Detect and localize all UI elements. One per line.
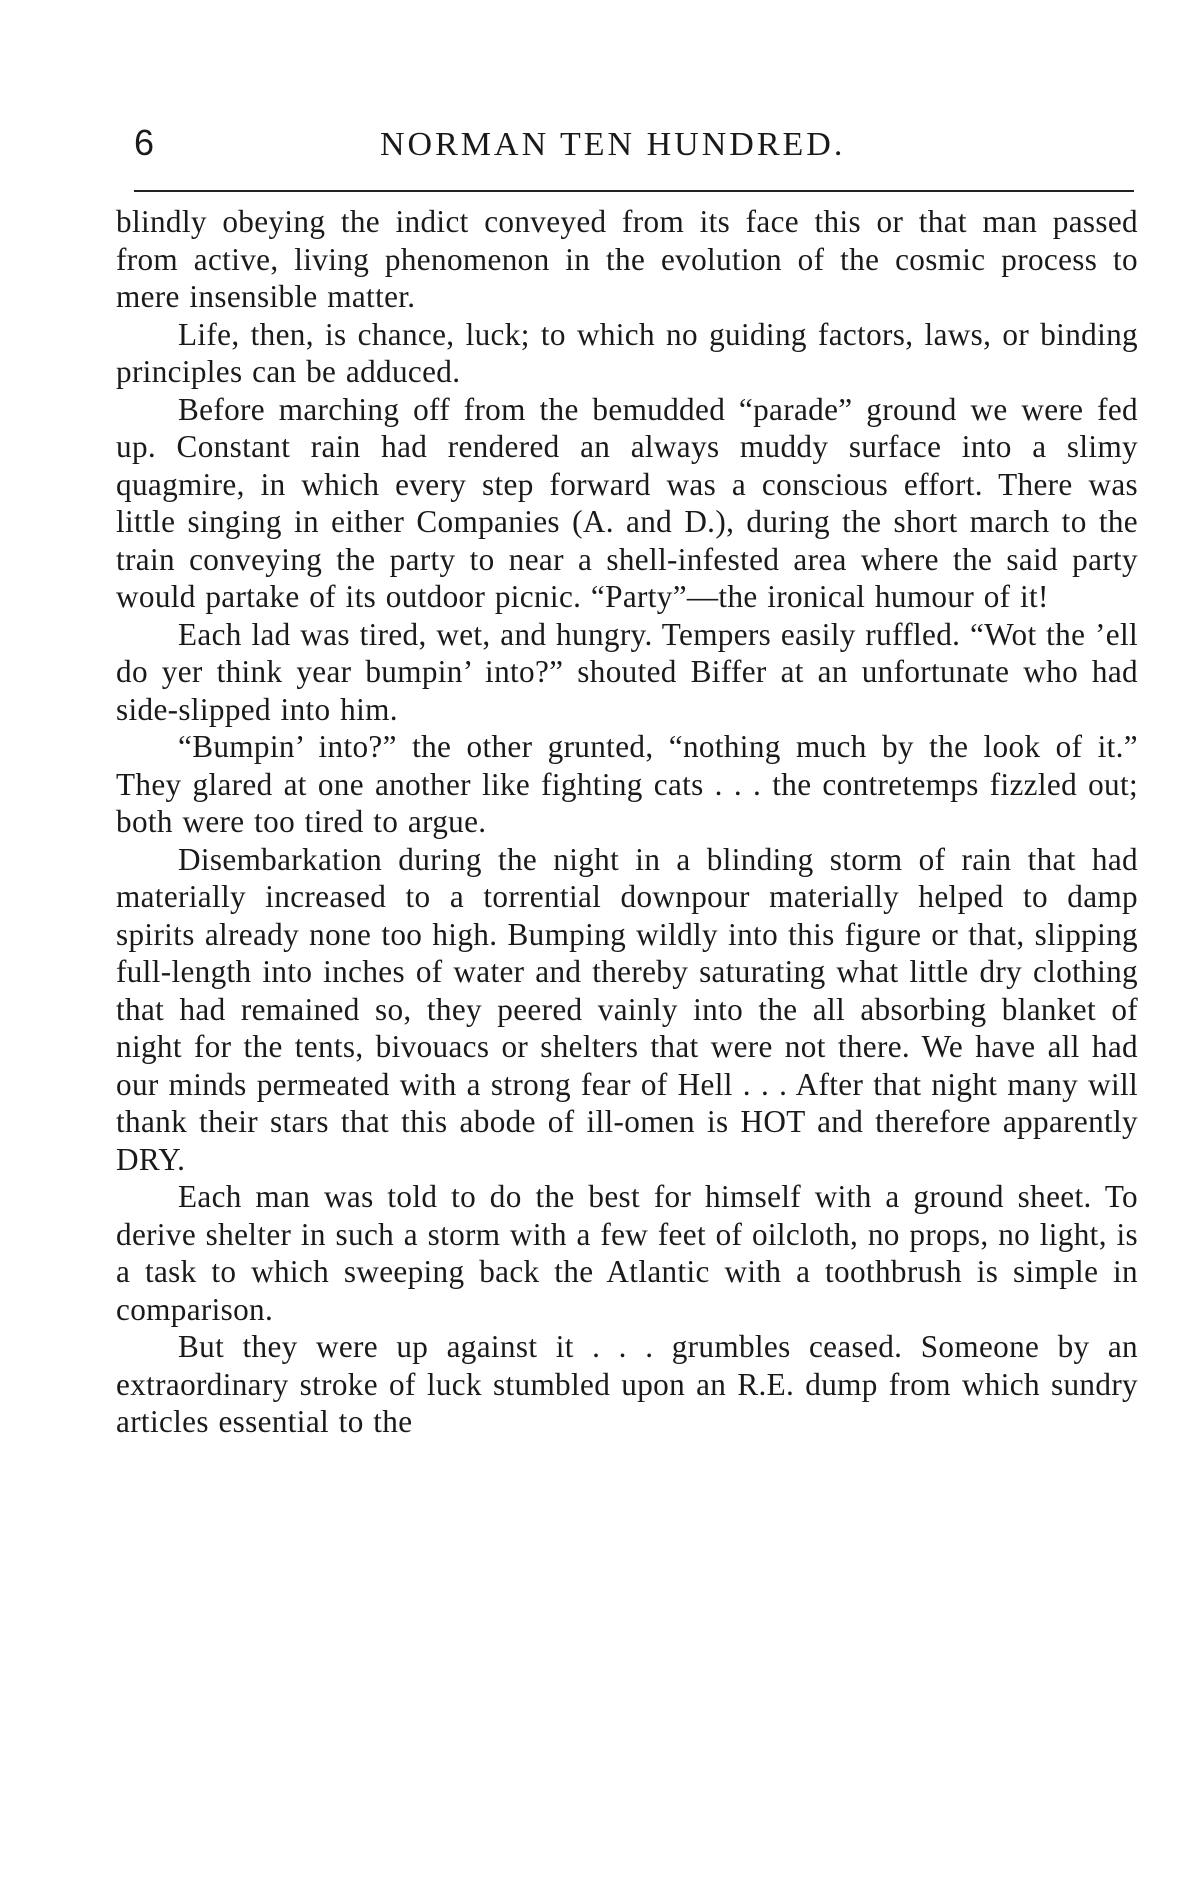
page-header [134,112,1134,172]
paragraph: Before marching off from the bemudded “parade” ground we were fed up. Constant rain had rendered an always muddy surface into a slimy quagmire, in which every step forward was a conscious effort. There was little singing in either Companies (A. and D.), during the short march to the train conveying the party to near a shell-infested area where the said party would partake of its outdoor picnic. “Party”—the ironical humour of it! [116,391,1138,614]
paragraph: “Bumpin’ into?” the other grunted, “nothing much by the look of it.” They glared at one another like fighting cats . . . the contretemps fizzled out; both were too tired to argue. [116,729,1138,839]
header-rule [134,190,1134,192]
paragraph-continued: blindly obeying the indict conveyed from its face this or that man passed from active, living phenomenon in the evolution of the cosmic process to mere insensible matter. [116,204,1138,314]
paragraph: But they were up against it . . . grumbles ceased. Someone by an extraordinary stroke of luck stumbled upon an R.E. dump from which sundry articles essential to the [116,1329,1138,1439]
paragraph: Disembarkation during the night in a blinding storm of rain that had materially increased to a torrential downpour materially helped to damp spirits already none too high. Bumping wildly into this figure or that, slipping full-length into inches of water and thereby saturating what little dry clothing that had remained so, they peered vainly into the all absorbing blanket of night for the tents, bivouacs or shelters that were not there. We have all had our minds permeated with a strong fear of Hell . . . After that night many will thank their stars that this abode of ill-omen is HOT and therefore apparently DRY. [116,841,1138,1177]
body-text [116,203,1138,1883]
paragraph: Life, then, is chance, luck; to which no guiding factors, laws, or binding principles can be adduced. [116,316,1138,389]
page-number: 6 [134,122,155,163]
running-title: NORMAN TEN HUNDRED. [380,126,846,163]
paragraph: Each lad was tired, wet, and hungry. Tempers easily ruffled. “Wot the ’ell do yer think year bumpin’ into?” shouted Biffer at an unfortunate who had side-slipped into him. [116,616,1138,727]
paragraph: Each man was told to do the best for himself with a ground sheet. To derive shelter in such a storm with a few feet of oilcloth, no props, no light, is a task to which sweeping back the Atlantic with a toothbrush is simple in comparison. [116,1179,1138,1327]
